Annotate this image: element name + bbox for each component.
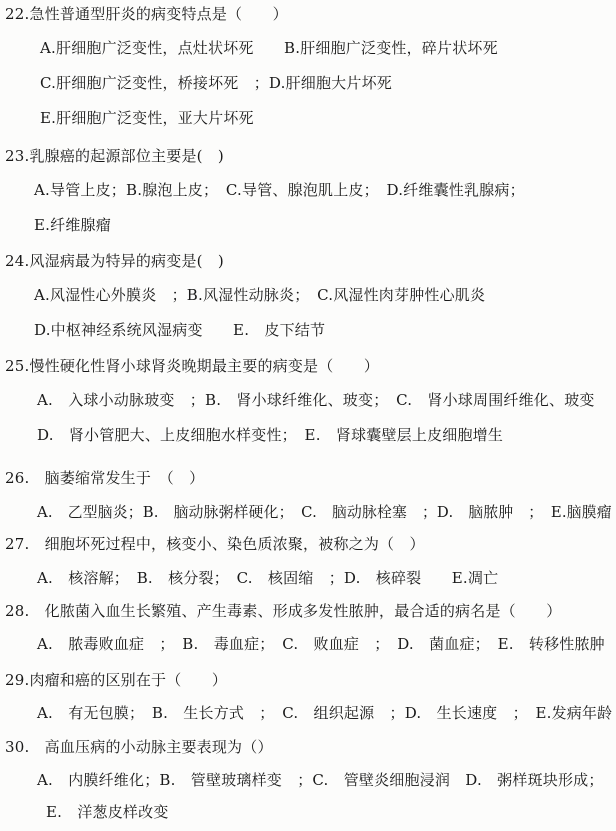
question-29-options-line-1: A. 有无包膜； B. 生长方式 ； C. 组织起源 ；D. 生长速度 ； E.发病年龄 — [37, 704, 613, 722]
question-27-options-line-1: A. 核溶解； B. 核分裂； C. 核固缩 ；D. 核碎裂 E.凋亡 — [37, 569, 499, 587]
question-22-options-line-1: A.肝细胞广泛变性，点灶状坏死 B.肝细胞广泛变性，碎片状坏死 — [40, 39, 498, 57]
question-23-options-line-1: A.导管上皮；B.腺泡上皮； C.导管、腺泡肌上皮； D.纤维囊性乳腺病； — [34, 181, 525, 199]
question-29-stem: 29.肉瘤和癌的区别在于（ ） — [5, 671, 228, 689]
question-25-stem: 25.慢性硬化性肾小球肾炎晚期最主要的病变是（ ） — [5, 357, 380, 375]
question-23-options-line-2: E.纤维腺瘤 — [34, 216, 111, 234]
question-24-options-line-2: D.中枢神经系统风湿病变 E. 皮下结节 — [34, 321, 326, 339]
question-28-options-line-1: A. 脓毒败血症 ； B. 毒血症； C. 败血症 ； D. 菌血症； E. 转移性脓肿 — [37, 635, 605, 653]
question-22-stem: 22.急性普通型肝炎的病变特点是（ ） — [5, 5, 288, 23]
question-24-options-line-1: A.风湿性心外膜炎 ；B.风湿性动脉炎； C.风湿性肉芽肿性心肌炎 — [34, 286, 486, 304]
question-24-stem: 24.风湿病最为特异的病变是( ) — [5, 252, 224, 270]
question-22-options-line-2: C.肝细胞广泛变性，桥接坏死 ；D.肝细胞大片坏死 — [40, 74, 392, 92]
question-30-options-line-1: A. 内膜纤维化；B. 管壁玻璃样变 ；C. 管壁炎细胞浸润 D. 粥样斑块形成； — [37, 771, 604, 789]
question-22-options-line-3: E.肝细胞广泛变性，亚大片坏死 — [40, 109, 254, 127]
question-25-options-line-2: D. 肾小管肥大、上皮细胞水样变性； E. 肾球囊壁层上皮细胞增生 — [37, 426, 504, 444]
question-26-options-line-1: A. 乙型脑炎；B. 脑动脉粥样硬化； C. 脑动脉栓塞 ；D. 脑脓肿 ； E.脑膜瘤 — [37, 503, 612, 521]
question-23-stem: 23.乳腺癌的起源部位主要是( ) — [5, 147, 224, 165]
question-30-options-line-2: E. 洋葱皮样改变 — [46, 803, 169, 821]
question-26-stem: 26. 脑萎缩常发生于 （ ） — [5, 469, 205, 487]
question-27-stem: 27. 细胞坏死过程中，核变小、染色质浓聚，被称之为（ ） — [5, 535, 425, 553]
question-25-options-line-1: A. 入球小动脉玻变 ；B. 肾小球纤维化、玻变； C. 肾小球周围纤维化、玻变 — [37, 391, 595, 409]
question-30-stem: 30. 高血压病的小动脉主要表现为（） — [5, 738, 273, 756]
question-28-stem: 28. 化脓菌入血生长繁殖、产生毒素、形成多发性脓肿，最合适的病名是（ ） — [5, 602, 562, 620]
